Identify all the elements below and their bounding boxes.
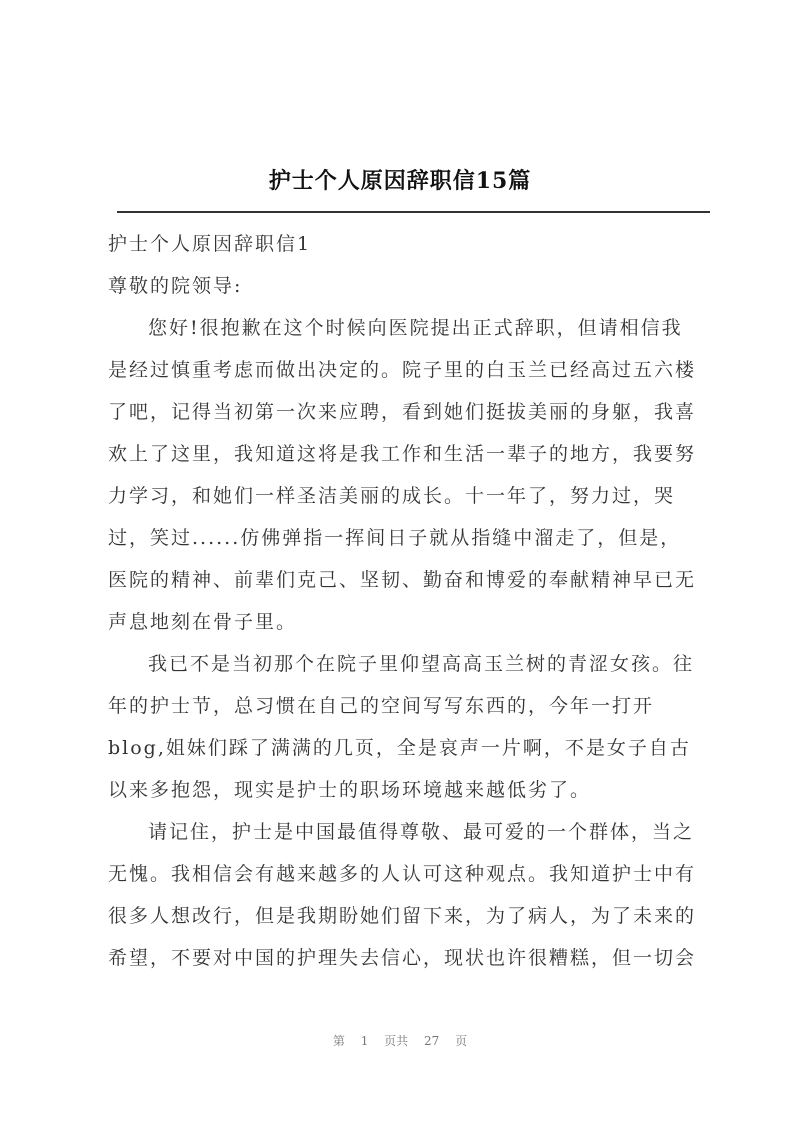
section-heading: 护士个人原因辞职信1	[108, 233, 312, 255]
paragraph-line: 声息地刻在骨子里。	[108, 611, 298, 633]
paragraph-line: 是经过慎重考虑而做出决定的。院子里的白玉兰已经高过五六楼	[108, 359, 697, 381]
paragraph-line: 了吧，记得当初第一次来应聘，看到她们挺拔美丽的身躯，我喜	[108, 401, 697, 423]
paragraph-line: 欢上了这里，我知道这将是我工作和生活一辈子的地方，我要努	[108, 443, 697, 465]
paragraph-line: 过，笑过......仿佛弹指一挥间日子就从指缝中溜走了，但是，	[108, 527, 682, 549]
total-pages: 27	[424, 1034, 440, 1048]
paragraph-2	[108, 643, 718, 811]
title-divider	[117, 211, 710, 213]
page-footer	[0, 1032, 800, 1049]
paragraph-line: 力学习，和她们一样圣洁美丽的成长。十一年了，努力过，哭	[108, 485, 676, 507]
page-suffix: 页	[455, 1034, 468, 1048]
paragraph-line: 年的护士节，总习惯在自己的空间写写东西的，今年一打开	[108, 695, 655, 717]
paragraph-line: 请记住，护士是中国最值得尊敬、最可爱的一个群体，当之	[148, 821, 695, 843]
paragraph-line: 以来多抱怨，现实是护士的职场环境越来越低劣了。	[108, 779, 592, 801]
salutation: 尊敬的院领导:	[108, 275, 243, 297]
page-number: 1	[360, 1034, 369, 1048]
paragraph-line: 很多人想改行，但是我期盼她们留下来，为了病人，为了未来的	[108, 905, 697, 927]
paragraph-3	[108, 811, 718, 979]
paragraph-line: blog,姐妹们踩了满满的几页，全是哀声一片啊，不是女子自古	[108, 737, 691, 759]
page-prefix: 第	[332, 1034, 345, 1048]
paragraph-line: 我已不是当初那个在院子里仰望高高玉兰树的青涩女孩。往	[148, 653, 695, 675]
page-mid: 页共	[384, 1034, 409, 1048]
paragraph-1	[108, 307, 718, 643]
paragraph-line: 无愧。我相信会有越来越多的人认可这种观点。我知道护士中有	[108, 863, 697, 885]
document-title: 护士个人原因辞职信15篇	[268, 168, 532, 194]
paragraph-line: 您好!很抱歉在这个时候向医院提出正式辞职，但请相信我	[148, 317, 683, 339]
paragraph-line: 希望，不要对中国的护理失去信心，现状也许很糟糕，但一切会	[108, 947, 697, 969]
paragraph-line: 医院的精神、前辈们克己、坚韧、勤奋和博爱的奉献精神早已无	[108, 569, 697, 591]
document-body	[108, 223, 718, 979]
